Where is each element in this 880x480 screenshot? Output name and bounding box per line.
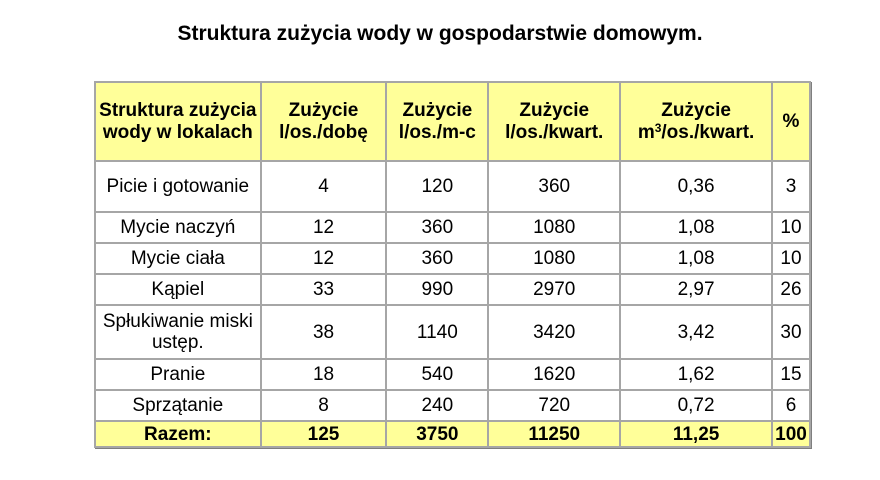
total-quarterly-m3: 11,25	[621, 422, 771, 446]
cell-percent: 10	[773, 244, 809, 273]
cell-daily: 12	[262, 244, 386, 273]
header-quarterly-m3-suffix: /os./kwart.	[661, 121, 755, 143]
cell-percent: 3	[773, 162, 809, 211]
cell-monthly: 990	[387, 275, 487, 304]
header-category: Struktura zużycia wody w lokalach	[96, 83, 260, 160]
cell-daily: 18	[262, 360, 386, 389]
cell-percent: 26	[773, 275, 809, 304]
cell-quarterly-liters: 1080	[489, 244, 619, 273]
total-label: Razem:	[96, 422, 260, 446]
cell-percent: 15	[773, 360, 809, 389]
cell-monthly: 540	[387, 360, 487, 389]
cell-quarterly-liters: 3420	[489, 306, 619, 358]
cell-daily: 8	[262, 391, 386, 420]
row-name: Pranie	[96, 360, 260, 389]
cell-monthly: 1140	[387, 306, 487, 358]
cell-quarterly-liters: 360	[489, 162, 619, 211]
table-row	[96, 244, 809, 273]
cell-quarterly-m3: 0,36	[621, 162, 771, 211]
table-row	[96, 275, 809, 304]
cell-quarterly-m3: 2,97	[621, 275, 771, 304]
cell-monthly: 240	[387, 391, 487, 420]
row-name: Mycie naczyń	[96, 213, 260, 242]
total-daily: 125	[262, 422, 386, 446]
cell-daily: 12	[262, 213, 386, 242]
header-quarterly-m3-exponent: 3	[654, 120, 662, 135]
row-name: Sprzątanie	[96, 391, 260, 420]
header-percent: %	[773, 83, 809, 160]
cell-quarterly-m3: 1,62	[621, 360, 771, 389]
cell-daily: 38	[262, 306, 386, 358]
cell-quarterly-liters: 1080	[489, 213, 619, 242]
table-row	[96, 391, 809, 420]
water-usage-table	[94, 81, 811, 448]
row-name: Kąpiel	[96, 275, 260, 304]
header-row	[96, 83, 809, 160]
header-quarterly-m3	[621, 83, 771, 160]
row-name: Spłukiwanie miski ustęp.	[96, 306, 260, 358]
cell-quarterly-m3: 1,08	[621, 213, 771, 242]
header-quarterly-m3-prefix: Zużycie m	[637, 99, 731, 143]
total-row	[96, 422, 809, 446]
cell-percent: 10	[773, 213, 809, 242]
cell-quarterly-liters: 720	[489, 391, 619, 420]
table-row	[96, 162, 809, 211]
cell-quarterly-liters: 2970	[489, 275, 619, 304]
cell-daily: 33	[262, 275, 386, 304]
cell-monthly: 360	[387, 213, 487, 242]
cell-monthly: 120	[387, 162, 487, 211]
table-row	[96, 213, 809, 242]
cell-percent: 6	[773, 391, 809, 420]
cell-daily: 4	[262, 162, 386, 211]
header-monthly: Zużycie l/os./m-c	[387, 83, 487, 160]
table-row	[96, 306, 809, 358]
page-title: Struktura zużycia wody w gospodarstwie domowym.	[177, 22, 703, 45]
table-row	[96, 360, 809, 389]
header-quarterly-liters: Zużycie l/os./kwart.	[489, 83, 619, 160]
cell-monthly: 360	[387, 244, 487, 273]
cell-quarterly-m3: 1,08	[621, 244, 771, 273]
cell-quarterly-liters: 1620	[489, 360, 619, 389]
row-name: Picie i gotowanie	[96, 162, 260, 211]
total-percent: 100	[773, 422, 809, 446]
header-daily: Zużycie l/os./dobę	[262, 83, 386, 160]
cell-percent: 30	[773, 306, 809, 358]
total-monthly: 3750	[387, 422, 487, 446]
cell-quarterly-m3: 0,72	[621, 391, 771, 420]
total-quarterly-liters: 11250	[489, 422, 619, 446]
cell-quarterly-m3: 3,42	[621, 306, 771, 358]
row-name: Mycie ciała	[96, 244, 260, 273]
